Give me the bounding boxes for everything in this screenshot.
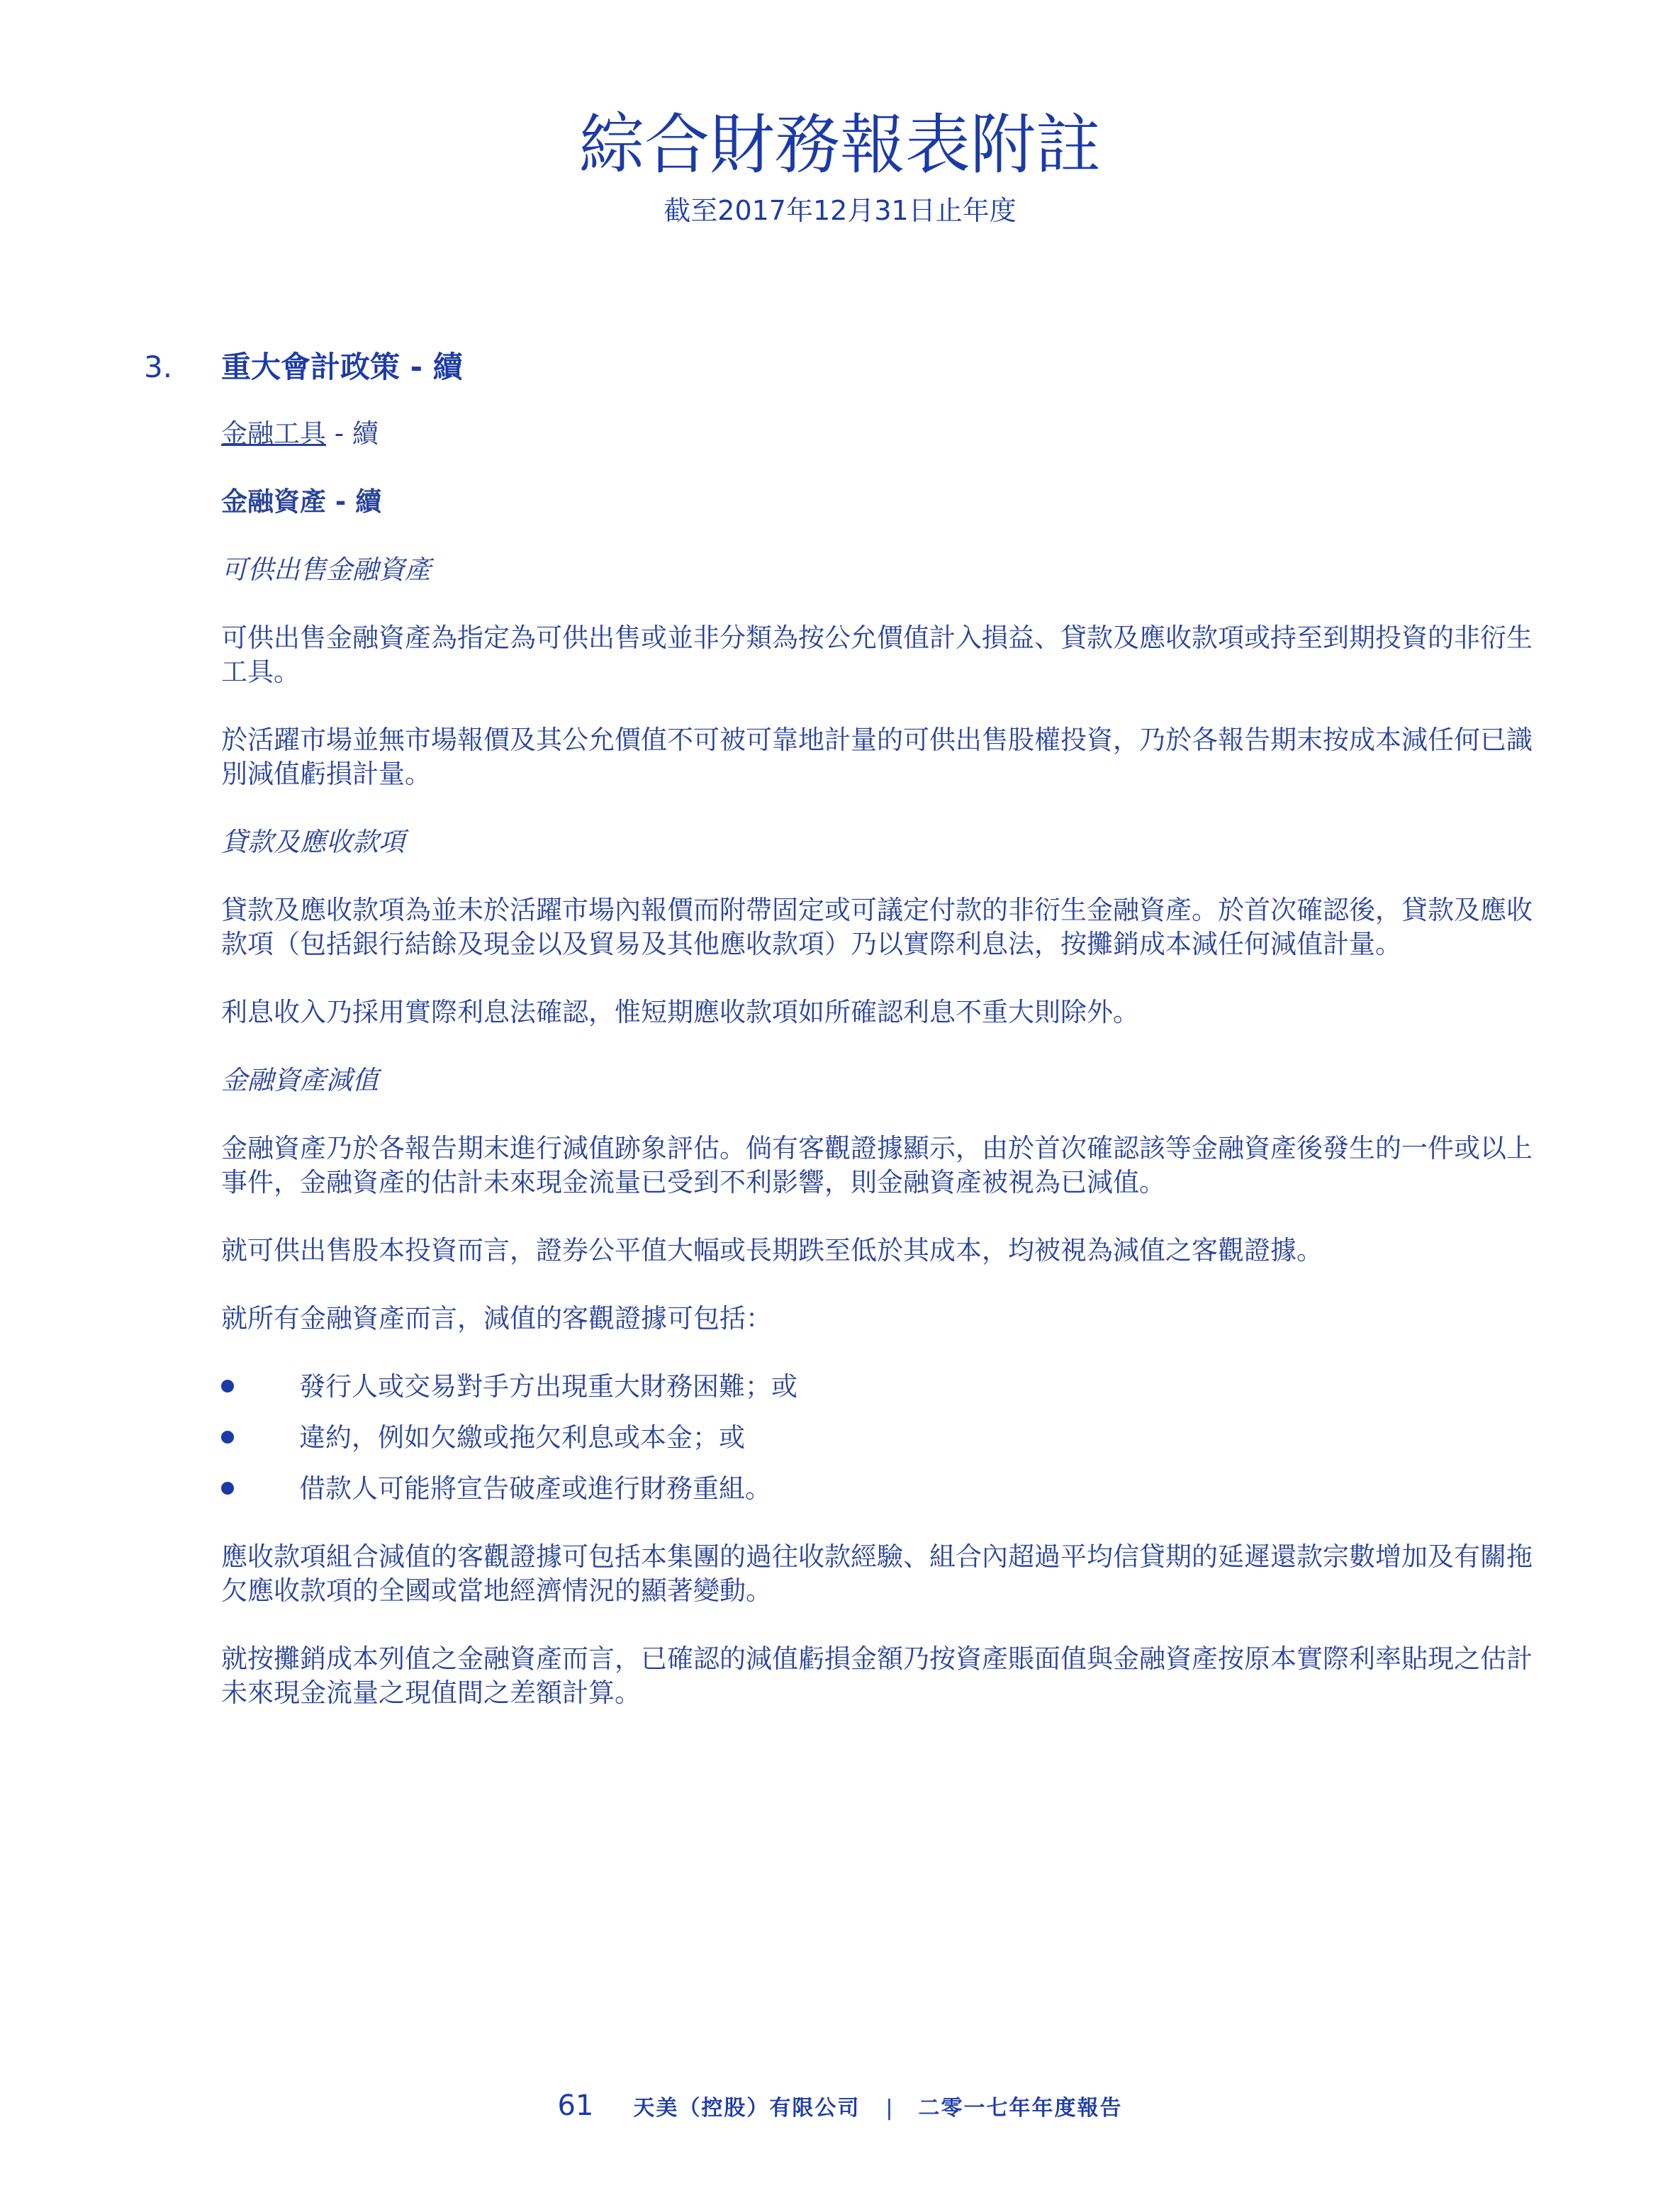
section-title: 重大會計政策 - 續 (221, 350, 463, 384)
bullet-list (221, 1370, 1554, 1506)
paragraph: 應收款項組合減值的客觀證據可包括本集團的過往收款經驗、組合內超過平均信貸期的延遲還款宗數增加及有關拖欠應收款項的全國或當地經濟情況的顯著變動。 (221, 1541, 1533, 1606)
subheading-financial-assets: 金融資產 - 續 (221, 486, 382, 517)
heading-impairment: 金融資產減值 (221, 1065, 379, 1095)
page-footer (0, 2090, 1680, 2124)
footer-separator: | (885, 2096, 893, 2121)
list-item-text: 借款人可能將宣告破產或進行財務重組。 (299, 1473, 771, 1504)
paragraph: 可供出售金融資產為指定為可供出售或並非分類為按公允價值計入損益、貸款及應收款項或持至到期投資的非衍生工具。 (221, 623, 1533, 687)
subheading-financial-instruments (221, 417, 1554, 451)
subheading-underlined-text: 金融工具 (221, 418, 326, 449)
list-item (221, 1370, 1554, 1404)
section-number: 3. (144, 350, 173, 384)
paragraph: 利息收入乃採用實際利息法確認，惟短期應收款項如所確認利息不重大則除外。 (221, 997, 1139, 1027)
paragraph: 就可供出售股本投資而言，證券公平值大幅或長期跌至低於其成本，均被視為減值之客觀證據。 (221, 1235, 1323, 1266)
list-item-text: 發行人或交易對手方出現重大財務困難；或 (299, 1371, 797, 1402)
paragraph: 於活躍市場並無市場報價及其公允價值不可被可靠地計量的可供出售股權投資，乃於各報告期末按成本減任何已識別減值虧損計量。 (221, 725, 1533, 789)
paragraph: 貸款及應收款項為並未於活躍市場內報價而附帶固定或可議定付款的非衍生金融資產。於首次確認後，貸款及應收款項（包括銀行結餘及現金以及貿易及其他應收款項）乃以實際利息法，按攤銷成本減任何減值計量。 (221, 895, 1533, 959)
list-item (221, 1472, 1554, 1506)
bullet-icon (221, 1482, 234, 1495)
bullet-icon (221, 1380, 234, 1392)
bullet-icon (221, 1431, 234, 1444)
paragraph: 金融資產乃於各報告期末進行減值跡象評估。倘有客觀證據顯示，由於首次確認該等金融資產後發生的一件或以上事件，金融資產的估計未來現金流量已受到不利影響，則金融資產被視為已減值。 (221, 1133, 1533, 1198)
page-subtitle: 截至2017年12月31日止年度 (663, 195, 1017, 226)
list-item-text: 違約，例如欠繳或拖欠利息或本金；或 (299, 1422, 745, 1453)
paragraph: 就按攤銷成本列值之金融資產而言，已確認的減值虧損金額乃按資產賬面值與金融資產按原本實際利率貼現之估計未來現金流量之現值間之差額計算。 (221, 1643, 1533, 1708)
heading-available-for-sale: 可供出售金融資產 (221, 554, 431, 585)
page-number: 61 (557, 2089, 594, 2122)
page-title: 綜合財務報表附註 (578, 107, 1101, 183)
content-body (221, 417, 1554, 1710)
subheading-continued-suffix: - 續 (326, 418, 379, 449)
paragraph: 就所有金融資產而言，減值的客觀證據可包括： (221, 1303, 772, 1334)
footer-report-name: 二零一七年年度報告 (918, 2096, 1123, 2121)
footer-company: 天美（控股）有限公司 (633, 2096, 861, 2121)
heading-loans-receivables: 貸款及應收款項 (221, 827, 405, 857)
list-item (221, 1421, 1554, 1455)
